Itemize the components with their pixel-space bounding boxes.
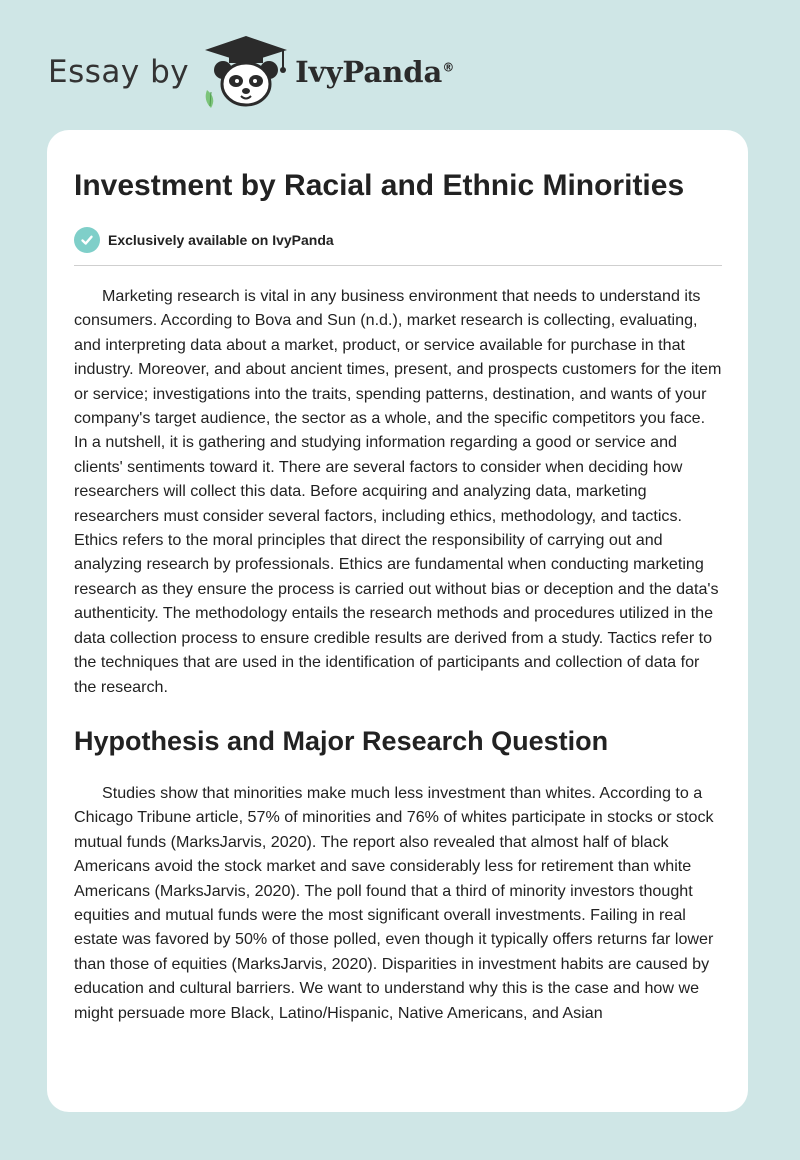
essay-by-label: Essay by (48, 54, 190, 90)
essay-content (74, 130, 722, 1025)
paragraph: Marketing research is vital in any business environment that needs to understand its consumers. According to Bova and Sun (n.d.), market research is collecting, evaluating, and interpreting data about a market, product, or service available for purchase in that industry. Moreover, and about ancient times, present, and prospects customers for the item or service; investigations into the traits, spending patterns, destination, and wants of your company's target audience, the sector as a whole, and the specific competitors you face. In a nutshell, it is gathering and studying information regarding a good or service and clients' sentiments toward it. There are several factors to consider when deciding how researchers will collect this data. Before acquiring and analyzing data, marketing researchers must consider several factors, including ethics, methodology, and tactics. Ethics refers to the moral principles that direct the responsibility of carrying out and analyzing research by professionals. Ethics are fundamental when conducting marketing research as they ensure the process is carried out without bias or deception and the data's authenticity. The methodology entails the research methods and procedures utilized in the data collection process to ensure credible results are derived from a study. Tactics refer to the techniques that are used in the identification of participants and collection of data for the research. (74, 287, 722, 696)
essay-title: Investment by Racial and Ethnic Minorities (74, 169, 685, 202)
registered-mark: ® (442, 60, 455, 75)
site-header (48, 34, 454, 110)
essay-card (47, 130, 748, 1112)
ivypanda-logo-text[interactable] (295, 55, 454, 89)
checkmark-icon (74, 227, 100, 253)
exclusive-badge (74, 227, 722, 253)
paragraph: Studies show that minorities make much less investment than whites. According to a Chicago Tribune article, 57% of minorities and 76% of whites participate in stocks or stock mutual funds (MarksJarvis, 2020). The report also revealed that almost half of black Americans avoid the stock market and save considerably less for retirement than white Americans (MarksJarvis, 2020). The poll found that a third of minority investors thought equities and mutual funds were the most significant overall investments. Failing in real estate was favored by 50% of those polled, even though it typically offers returns far lower than those of equities (MarksJarvis, 2020). Disparities in investment habits are caused by education and cultural barriers. We want to understand why this is the case and how we might persuade more Black, Latino/Hispanic, Native Americans, and Asian (74, 783, 714, 1022)
section-heading: Hypothesis and Major Research Question (74, 725, 609, 756)
divider (74, 265, 722, 266)
brand-name: IvyPanda (295, 55, 443, 89)
panda-mascot-icon[interactable] (201, 34, 291, 110)
exclusive-badge-text: Exclusively available on IvyPanda (108, 232, 334, 248)
